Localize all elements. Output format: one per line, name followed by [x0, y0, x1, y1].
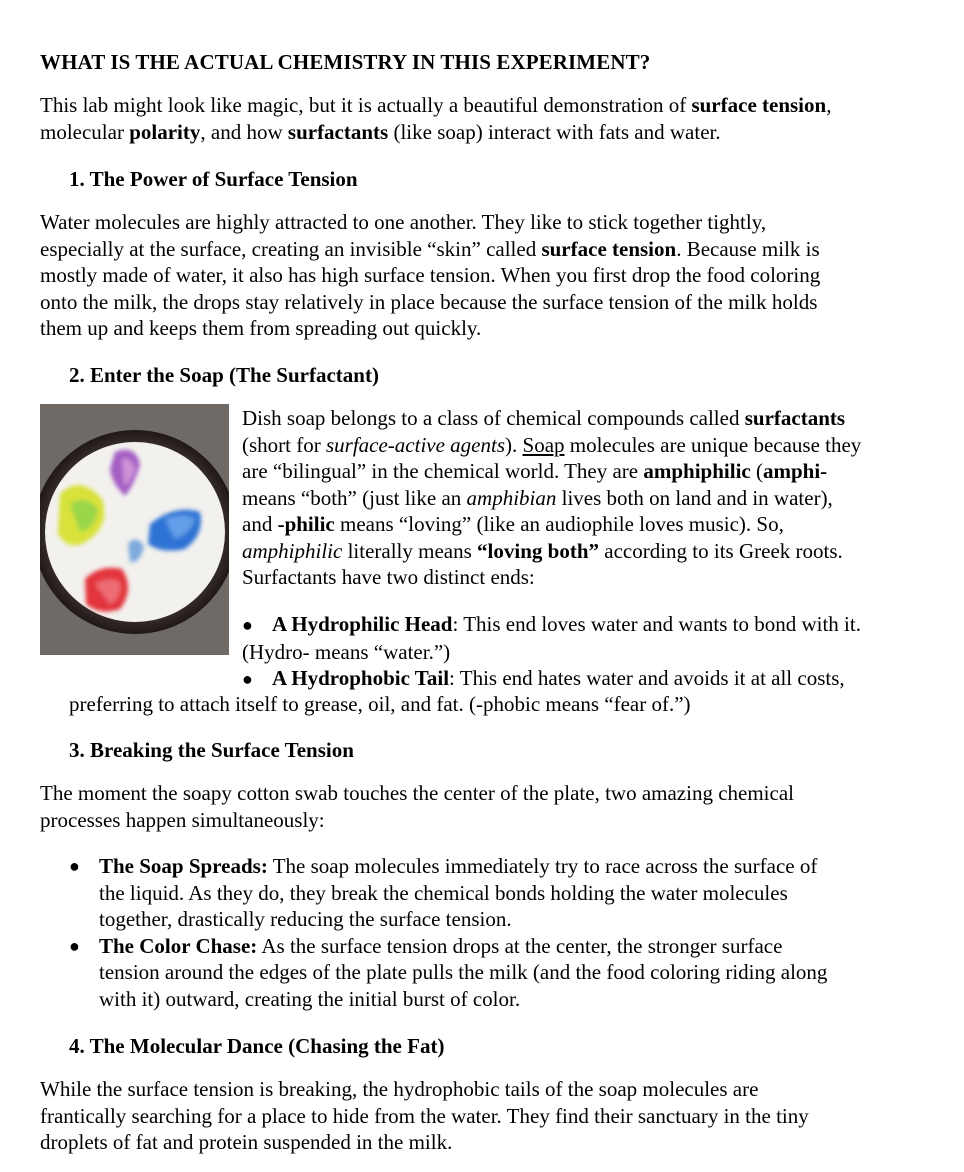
bullet-label: A Hydrophobic Tail [272, 666, 450, 690]
bullet-text: : This end loves water and wants to bond with it. [452, 612, 861, 636]
intro-text: , and how [200, 119, 288, 144]
bullet-icon: ● [242, 615, 253, 635]
section-2-italic-term: surface-active agents [325, 432, 506, 457]
section-1-text: . Because milk is [676, 236, 820, 261]
bullet-continuation: preferring to attach itself to grease, oil, and fat. (-phobic means “fear of.”) [69, 692, 691, 716]
bullet-label: The Soap Spreads: [99, 854, 268, 878]
list-item [40, 933, 827, 1013]
section-2-text: lives both on land and in water), [556, 485, 833, 510]
surfactant-ends-list [242, 611, 861, 693]
section-3-heading: 3. Breaking the Surface Tension [69, 738, 354, 762]
section-1-line: Water molecules are highly attracted to one another. They like to stick together tightly, [40, 210, 767, 234]
bullet-icon: ● [242, 669, 253, 689]
section-2-text: ). [505, 432, 523, 457]
section-2-italic-term: amphiphilic [242, 538, 343, 563]
section-1-heading: 1. The Power of Surface Tension [69, 167, 358, 191]
intro-bold-surfactants: surfactants [287, 119, 389, 144]
section-3-line: processes happen simultaneously: [40, 807, 325, 832]
section-2-line: Surfactants have two distinct ends: [242, 565, 535, 589]
intro-bold-polarity: polarity [129, 119, 201, 144]
section-4-paragraph [40, 1076, 809, 1156]
page-title: WHAT IS THE ACTUAL CHEMISTRY IN THIS EXPERIMENT? [40, 50, 651, 74]
section-2-text: (short for [242, 432, 326, 457]
section-2-text: according to its Greek roots. [599, 538, 843, 563]
list-item [242, 611, 861, 639]
section-2-bold-term: amphi- [762, 459, 828, 483]
section-1-line: onto the milk, the drops stay relatively in place because the surface tension of the milk holds [40, 289, 818, 314]
section-1-bold-term: surface tension [541, 236, 677, 261]
section-2-paragraph [242, 405, 861, 591]
section-4-line: While the surface tension is breaking, the hydrophobic tails of the soap molecules are [40, 1077, 759, 1101]
milk-plate-photo [40, 404, 229, 655]
bullet-text: The soap molecules immediately try to race across the surface of [267, 854, 818, 878]
section-2-text: means “loving” (like an audiophile loves music). So, [334, 512, 784, 536]
intro-bold-surface-tension: surface tension [691, 93, 827, 117]
bullet-text: the liquid. As they do, they break the chemical bonds holding the water molecules [99, 880, 788, 905]
section-2-text: and [242, 512, 278, 536]
section-3-paragraph [40, 780, 794, 833]
bullet-icon: ● [69, 935, 80, 956]
bullet-text: tension around the edges of the plate pulls the milk (and the food coloring riding along [99, 960, 828, 984]
section-2-text: means “both” (just like an [242, 485, 467, 510]
bullet-text: together, drastically reducing the surface tension. [99, 907, 512, 931]
bullet-text: : This end hates water and avoids it at all costs, [449, 666, 845, 690]
list-item [242, 665, 861, 693]
section-3-line: The moment the soapy cotton swab touches the center of the plate, two amazing chemical [40, 781, 794, 805]
section-2-italic-term: amphibian [466, 485, 557, 510]
section-1-paragraph [40, 209, 820, 342]
intro-text: , [826, 93, 832, 117]
section-2-text: ( [750, 459, 763, 483]
section-4-line: droplets of fat and protein suspended in the milk. [40, 1130, 453, 1154]
bullet-text: As the surface tension drops at the center, the stronger surface [257, 933, 783, 958]
section-1-line: them up and keeps them from spreading out quickly. [40, 316, 482, 340]
intro-text: This lab might look like magic, but it is actually a beautiful demonstration of [40, 93, 692, 117]
bullet-icon: ● [69, 856, 80, 876]
section-3-list [40, 853, 827, 1012]
section-2-bold-term: -philic [277, 512, 335, 536]
list-item [40, 853, 827, 933]
section-2-underlined-term: Soap [522, 432, 565, 457]
bullet-label: A Hydrophilic Head [272, 612, 453, 636]
milk-plate-illustration [40, 404, 229, 655]
bullet-text: with it) outward, creating the initial burst of color. [99, 986, 521, 1011]
section-4-line: frantically searching for a place to hide from the water. They find their sanctuary in the tiny [40, 1103, 809, 1128]
intro-text: molecular [40, 119, 130, 144]
section-1-line: mostly made of water, it also has high surface tension. When you first drop the food coloring [40, 263, 821, 287]
intro-text: (like soap) interact with fats and water. [388, 119, 721, 144]
section-1-text: especially at the surface, creating an invisible “skin” called [40, 236, 542, 261]
section-2-text: are “bilingual” in the chemical world. They are [242, 459, 644, 483]
section-2-text: literally means [342, 538, 478, 563]
section-2-text: molecules are unique because they [564, 432, 862, 457]
section-4-heading: 4. The Molecular Dance (Chasing the Fat) [69, 1034, 445, 1058]
section-2-bold-term: “loving both” [477, 538, 599, 563]
section-2-heading: 2. Enter the Soap (The Surfactant) [69, 363, 379, 387]
bullet-continuation: (Hydro- means “water.”) [242, 639, 451, 664]
section-2-bold-term: amphiphilic [643, 459, 751, 483]
bullet-label: The Color Chase: [99, 933, 258, 958]
section-2-text: Dish soap belongs to a class of chemical compounds called [242, 406, 745, 430]
intro-paragraph [40, 92, 831, 145]
section-2-bold-term: surfactants [744, 406, 846, 430]
